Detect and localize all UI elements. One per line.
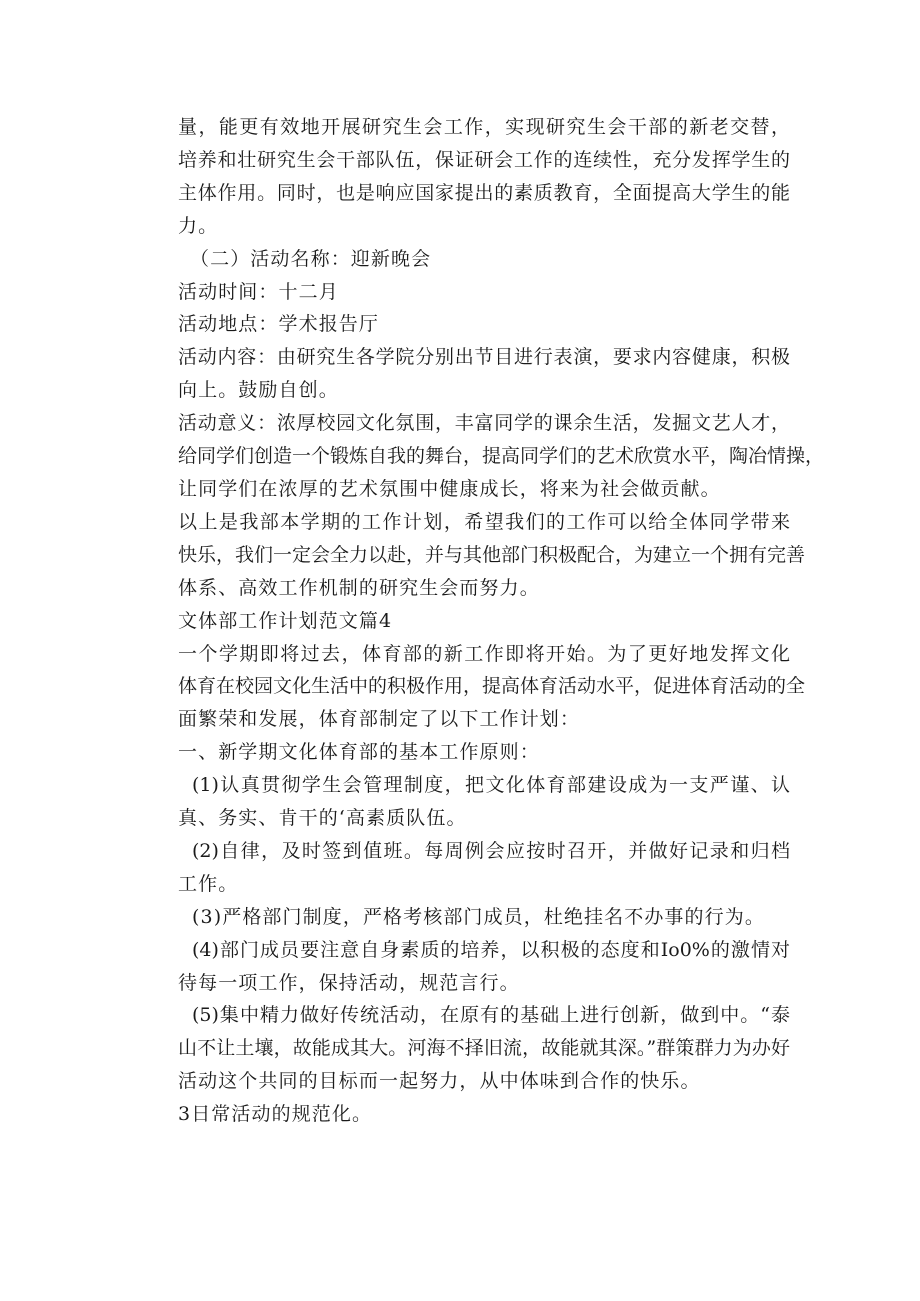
- paragraph-line: 以上是我部本学期的工作计划，希望我们的工作可以给全体同学带来: [178, 510, 790, 533]
- paragraph-line: 真、务实、肯干的‘高素质队伍。: [178, 807, 467, 830]
- paragraph-line: 体育在校园文化生活中的积极作用，提高体育活动水平，促进体育活动的全: [178, 675, 806, 698]
- paragraph-line: 工作。: [178, 872, 239, 895]
- list-item: (1)认真贯彻学生会管理制度，把文化体育部建设成为一支严谨、认: [192, 774, 790, 797]
- section-heading: 一、新学期文化体育部的基本工作原则：: [178, 741, 540, 764]
- paragraph-line: 培养和壮研究生会干部队伍，保证研会工作的连续性，充分发挥学生的: [178, 148, 790, 171]
- list-item: (3)严格部门制度，严格考核部门成员，杜绝挂名不办事的行为。: [192, 905, 765, 928]
- paragraph-line: 向上。鼓励自创。: [178, 379, 339, 402]
- paragraph-line: 面繁荣和发展，体育部制定了以下工作计划：: [178, 708, 581, 731]
- paragraph-line: 活动内容：由研究生各学院分别出节目进行表演，要求内容健康，积极: [178, 346, 790, 369]
- paragraph-line: 一个学期即将过去，体育部的新工作即将开始。为了更好地发挥文化: [178, 642, 790, 665]
- list-item: (2)自律，及时签到值班。每周例会应按时召开，并做好记录和归档: [192, 839, 790, 862]
- paragraph-line: 主体作用。同时，也是响应国家提出的素质教育，全面提高大学生的能: [178, 181, 790, 204]
- paragraph-line: 山不让土壤，故能成其大。河海不择旧流，故能就其深。”群策群力为办好: [178, 1037, 790, 1060]
- paragraph-line: 活动时间：十二月: [178, 280, 339, 303]
- paragraph-line: 量，能更有效地开展研究生会工作，实现研究生会干部的新老交替，: [178, 116, 790, 138]
- paragraph-line: 力。: [178, 214, 219, 237]
- paragraph-line: 活动意义：浓厚校园文化氛围，丰富同学的课余生活，发掘文艺人才，: [178, 412, 790, 435]
- paragraph-line: 体系、高效工作机制的研究生会而努力。: [178, 576, 540, 599]
- paragraph-line: 待每一项工作，保持活动，规范言行。: [178, 971, 520, 994]
- list-item: (5)集中精力做好传统活动，在原有的基础上进行创新，做到中。“泰: [192, 1004, 790, 1027]
- paragraph-line: 活动这个共同的目标而一起努力，从中体味到合作的快乐。: [178, 1070, 701, 1093]
- paragraph-line: 给同学们创造一个锻炼自我的舞台，提高同学们的艺术欣赏水平，陶冶情操，: [178, 445, 825, 468]
- paragraph-line: 活动地点：学术报告厅: [178, 313, 380, 336]
- paragraph-line: 3日常活动的规范化。: [178, 1103, 373, 1126]
- paragraph-line: 让同学们在浓厚的艺术氛围中健康成长，将来为社会做贡献。: [178, 477, 721, 500]
- section-title: 文体部工作计划范文篇4: [178, 609, 393, 632]
- section-heading: （二）活动名称：迎新晚会: [190, 247, 432, 270]
- paragraph-line: 快乐，我们一定会全力以赴，并与其他部门积极配合，为建立一个拥有完善: [178, 543, 806, 566]
- list-item: (4)部门成员要注意自身素质的培养，以积极的态度和Io0%的激情对: [192, 938, 790, 961]
- document-body: [178, 111, 825, 1131]
